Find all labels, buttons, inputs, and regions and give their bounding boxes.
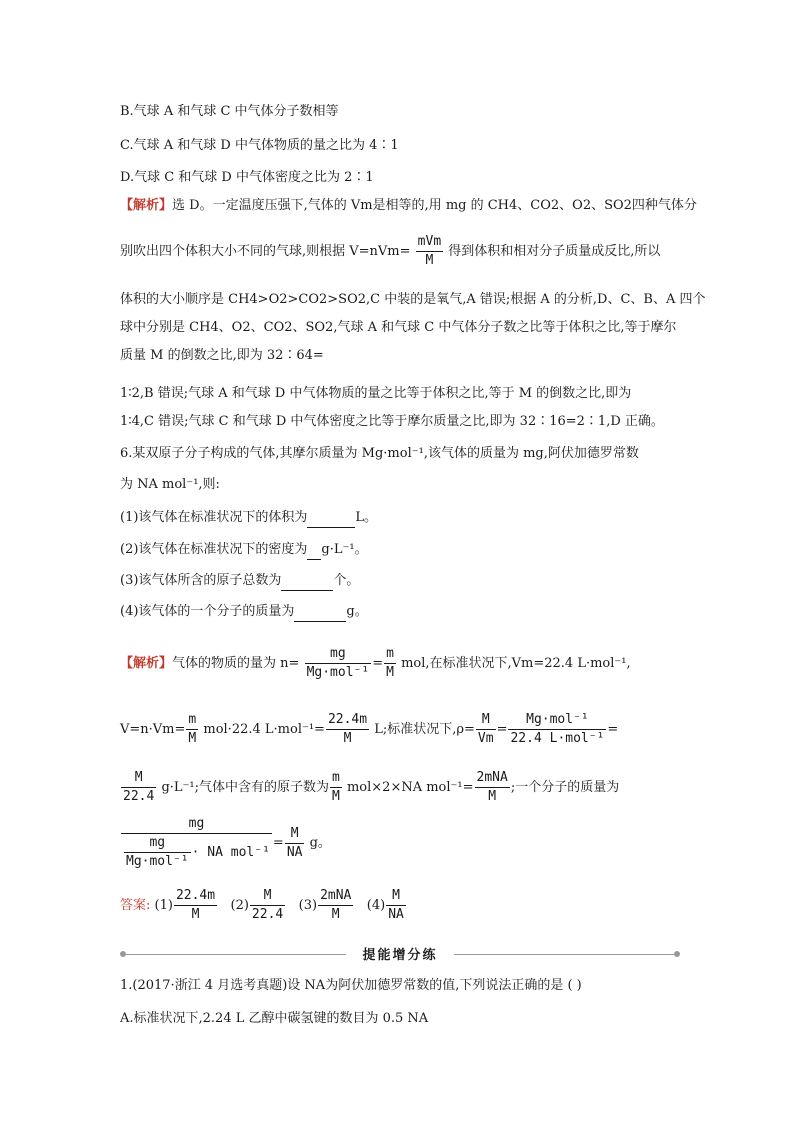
answer-blank-2[interactable]: [307, 545, 321, 560]
question-6-stem: 6.某双原子分子构成的气体,其摩尔质量为 Mg·mol⁻¹,该气体的质量为 mg,阿伏加德罗常数: [120, 446, 639, 461]
question-1-stem: 1.(2017·浙江 4 月选考真题)设 NA为阿伏加德罗常数的值,下列说法正确的是 ( ): [120, 978, 582, 993]
question-6-stem-2: 为 NA mol⁻¹,则:: [120, 477, 220, 492]
analysis-line-7: 1∶4,C 错误;气球 C 和气球 D 中气体密度之比等于摩尔质量之比,即为 32∶16=2∶1,D 正确。: [120, 414, 664, 429]
divider-line-left: [126, 954, 346, 955]
fraction: $\frac{mg}{\text{Mg·mol⁻¹}}$: [126, 835, 189, 869]
compound-fraction: mg $\frac{mg}{\text{Mg·mol⁻¹}}$ · NA mol⁻¹: [121, 816, 272, 870]
analysis2-line-3: $\frac{M}{22.4}$ g·L⁻¹;气体中含有的原子数为 $\frac{m}{M}$ mol×2×NA mol⁻¹= $\frac{\text{2mNA}}{M}$ ;一个分子的质量为: [123, 770, 620, 804]
question-1-option-a: A.标准状况下,2.24 L 乙醇中碳氢键的数目为 0.5 NA: [120, 1011, 429, 1026]
analysis-line-3: 体积的大小顺序是 CH4>O2>CO2>SO2,C 中装的是氧气,A 错误;根据 A 的分析,D、C、B、A 四个: [120, 292, 706, 307]
fraction: $\frac{m}{M}$: [332, 770, 340, 804]
answer-blank-1[interactable]: [307, 513, 355, 528]
analysis-line-2: 别吹出四个体积大小不同的气球,则根据 V=nVm= $\frac{\text{mVm}}{M}$ 得到体积和相对分子质量成反比,所以: [120, 234, 661, 268]
fraction: $\frac{M}{NA}$: [388, 888, 404, 922]
section-header: [120, 944, 680, 964]
fraction: $\frac{\text{2mNA}}{M}$: [320, 888, 352, 922]
question-6-part-3: (3)该气体所含的原子总数为 个。: [120, 571, 359, 591]
analysis-line-1: 【解析】选 D。一定温度压强下,气体的 Vm是相等的,用 mg 的 CH4、CO2、O2、SO2四种气体分: [120, 198, 697, 213]
fraction: $\frac{\text{2mNA}}{M}$: [476, 770, 508, 804]
question-6-part-2: (2)该气体在标准状况下的密度为 g·L⁻¹。: [120, 540, 368, 560]
fraction: $\frac{22.4m}{M}$: [327, 712, 368, 746]
analysis-line-5: 质量 M 的倒数之比,即为 32∶64=: [120, 348, 324, 363]
answer-label: 答案:: [120, 898, 151, 913]
option-c: C.气球 A 和气球 D 中气体物质的量之比为 4∶1: [120, 138, 399, 153]
divider-line-right: [454, 954, 674, 955]
analysis-tag: 【解析】: [120, 198, 173, 213]
answer-blank-3[interactable]: [281, 576, 333, 591]
fraction: $\frac{\text{Mg·mol⁻¹}}{\text{22.4 L·mol⁻¹}}$: [510, 712, 605, 746]
analysis2-line-1: 【解析】气体的物质的量为 n= $\frac{mg}{\text{Mg·mol⁻¹}}$ = $\frac{m}{M}$ mol,在标准状况下,Vm=22.4 L·mol⁻¹,: [120, 646, 631, 680]
fraction: $\frac{m}{M}$: [386, 646, 394, 680]
analysis-tag: 【解析】: [120, 656, 173, 671]
fraction: $\frac{M}{NA}$: [286, 825, 303, 860]
fraction: $\frac{mg}{\text{Mg·mol⁻¹}}$: [306, 646, 370, 680]
divider-dot-right: [674, 951, 680, 957]
fraction: $\frac{m}{M}$: [188, 712, 197, 746]
option-d: D.气球 C 和气球 D 中气体密度之比为 2∶1: [120, 170, 374, 185]
answer-blank-4[interactable]: [294, 607, 346, 622]
fraction: $\frac{M}{Vm}$: [477, 712, 494, 746]
question-6-part-4: (4)该气体的一个分子的质量为 g。: [120, 602, 368, 622]
fraction: $\frac{M}{22.4}$: [123, 770, 155, 804]
analysis2-line-4: mg $\frac{mg}{\text{Mg·mol⁻¹}}$ · NA mol⁻¹ = $\frac{M}{NA}$ g。: [120, 816, 331, 870]
question-6-part-1: (1)该气体在标准状况下的体积为 L。: [120, 508, 377, 528]
section-title: 提能增分练: [362, 948, 438, 963]
analysis-line-6: 1∶2,B 错误;气球 A 和气球 D 中气体物质的量之比等于体积之比,等于 M 的倒数之比,即为: [120, 386, 632, 401]
option-b: B.气球 A 和气球 C 中气体分子数相等: [120, 104, 339, 119]
analysis2-line-2: V=n·Vm= $\frac{m}{M}$ mol·22.4 L·mol⁻¹= $\frac{22.4m}{M}$ L;标准状况下,ρ= $\frac{M}{Vm}$ = $\frac{\text{Mg·mol⁻¹}}{\text{22.4 L·mol⁻¹}}$ =: [120, 712, 619, 746]
fraction: $\frac{22.4m}{M}$: [175, 888, 216, 922]
fraction: $\frac{M}{22.4}$: [251, 888, 284, 922]
answer-line: 答案: (1) $\frac{22.4m}{M}$ (2) $\frac{M}{22.4}$ (3) $\frac{\text{2mNA}}{M}$ (4) $\frac{M}{NA}$: [120, 888, 404, 922]
fraction-mvm-over-m: $\frac{\text{mVm}}{M}$: [417, 234, 442, 268]
analysis-line-4: 球中分别是 CH4、O2、CO2、SO2,气球 A 和气球 C 中气体分子数之比等于体积之比,等于摩尔: [120, 320, 677, 335]
